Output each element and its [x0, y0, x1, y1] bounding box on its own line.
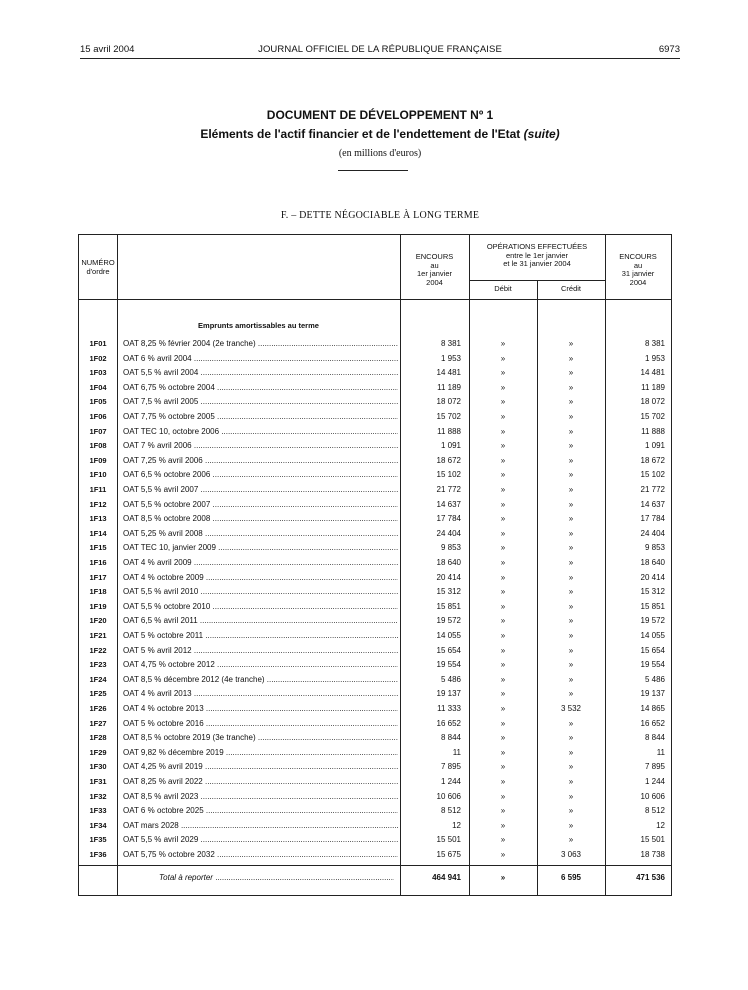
row-credit: » [568, 528, 574, 538]
row-encours-debut: 19 554 [436, 660, 461, 670]
subtitle-text: Eléments de l'actif financier et de l'endettement de l'Etat [200, 127, 521, 141]
row-number: 1F12 [89, 499, 107, 509]
table-row [79, 629, 671, 643]
total-debit: » [500, 873, 506, 882]
row-encours-debut: 15 312 [436, 587, 461, 597]
col-header-numero: NUMÉRO d'ordre [81, 258, 115, 276]
row-encours-debut: 18 072 [436, 397, 461, 407]
row-encours-debut: 10 606 [436, 791, 461, 801]
row-encours-fin: 19 572 [640, 616, 665, 626]
row-encours-debut: 1 091 [440, 441, 461, 451]
encours-debut-l4: 2004 [426, 277, 443, 287]
table-row [79, 600, 671, 614]
operations-l2: entre le 1er janvier [505, 250, 569, 260]
row-number: 1F30 [89, 762, 107, 772]
row-debit: » [500, 455, 506, 465]
row-encours-fin: 17 784 [640, 514, 665, 524]
row-credit: » [568, 339, 574, 348]
row-label: OAT 8,25 % février 2004 (2e tranche) ..... [123, 337, 398, 351]
table-row [79, 819, 671, 833]
row-label: OAT 6 % octobre 2025 ..... [123, 804, 398, 818]
row-label: OAT 5,75 % octobre 2032 ..... [123, 848, 398, 862]
row-number: 1F22 [89, 645, 107, 655]
row-debit: » [500, 528, 506, 538]
row-debit: » [500, 382, 506, 392]
row-encours-debut: 20 414 [436, 572, 461, 582]
document-title: DOCUMENT DE DÉVELOPPEMENT Nº 1 [266, 108, 494, 122]
row-debit: » [500, 718, 506, 728]
row-credit: » [568, 368, 574, 378]
row-debit: » [500, 777, 506, 786]
row-credit: » [568, 820, 574, 830]
row-encours-fin: 15 851 [640, 601, 665, 611]
journal-title: JOURNAL OFFICIEL DE LA RÉPUBLIQUE FRANÇAISE [258, 44, 502, 55]
row-number: 1F21 [89, 631, 107, 640]
row-number: 1F23 [89, 660, 107, 670]
row-encours-fin: 15 654 [640, 645, 665, 655]
table-row [79, 804, 671, 818]
row-encours-debut: 7 895 [440, 762, 461, 772]
row-number: 1F16 [89, 558, 107, 567]
row-credit: » [568, 441, 574, 451]
row-encours-debut: 1 244 [440, 777, 461, 786]
row-debit: » [500, 587, 506, 597]
row-encours-debut: 11 333 [437, 704, 461, 713]
row-encours-debut: 8 381 [440, 339, 461, 348]
row-encours-fin: 14 865 [640, 704, 665, 713]
encours-fin-l2: au [633, 260, 643, 270]
col-header-encours-debut [400, 253, 469, 287]
row-credit: 3 532 [560, 704, 582, 713]
encours-fin-l1: ENCOURS [619, 252, 657, 261]
table-row [79, 541, 671, 555]
row-number: 1F05 [89, 397, 107, 407]
row-encours-debut: 24 404 [436, 528, 461, 538]
table-row [79, 833, 671, 847]
col-header-debit: Débit [494, 284, 512, 293]
row-credit: » [568, 514, 574, 524]
table-row [79, 498, 671, 512]
row-number: 1F29 [89, 747, 107, 757]
row-encours-fin: 15 312 [640, 587, 665, 597]
row-encours-debut: 18 640 [436, 558, 461, 567]
row-debit: » [500, 733, 506, 743]
row-encours-fin: 8 512 [644, 806, 665, 816]
row-number: 1F09 [89, 455, 107, 465]
row-credit: » [568, 470, 574, 480]
row-encours-debut: 11 189 [437, 382, 461, 392]
row-label: OAT 5,25 % avril 2008 ..... [123, 527, 398, 541]
row-debit: » [500, 558, 506, 567]
row-label: OAT 5,5 % avril 2007 ..... [123, 483, 398, 497]
table-row [79, 439, 671, 453]
row-credit: » [568, 835, 574, 845]
row-label: OAT 9,82 % décembre 2019 ..... [123, 746, 398, 760]
row-credit: » [568, 499, 574, 509]
row-encours-fin: 14 481 [640, 368, 665, 378]
operations-l3: et le 31 janvier 2004 [503, 259, 571, 268]
row-debit: » [500, 412, 506, 421]
row-debit: » [500, 660, 506, 670]
row-number: 1F15 [89, 543, 107, 553]
table-row [79, 337, 671, 351]
row-label: OAT mars 2028 ..... [123, 819, 398, 833]
col-header-encours-fin [605, 253, 671, 287]
row-credit: » [568, 733, 574, 743]
table-row [79, 454, 671, 468]
row-label: OAT 5 % octobre 2011 ..... [123, 629, 398, 643]
row-credit: » [568, 762, 574, 772]
header-bottom-rule [79, 299, 671, 300]
row-label: OAT 7,5 % avril 2005 ..... [123, 395, 398, 409]
row-number: 1F33 [89, 806, 107, 816]
table-row [79, 381, 671, 395]
table-row [79, 352, 671, 366]
row-encours-debut: 14 055 [436, 631, 461, 640]
row-encours-fin: 11 888 [641, 426, 665, 436]
row-number: 1F28 [89, 733, 107, 743]
row-encours-debut: 19 137 [436, 689, 461, 699]
row-encours-debut: 14 637 [436, 499, 461, 509]
row-credit: » [568, 382, 574, 392]
row-credit: » [568, 631, 574, 640]
row-encours-fin: 5 486 [644, 674, 665, 684]
row-debit: » [500, 704, 506, 713]
row-encours-fin: 11 189 [641, 382, 665, 392]
row-encours-fin: 20 414 [640, 572, 665, 582]
row-encours-fin: 1 953 [644, 353, 665, 363]
table-row [79, 644, 671, 658]
row-label: OAT 5,5 % avril 2010 ..... [123, 585, 398, 599]
row-label: OAT TEC 10, octobre 2006 ..... [123, 425, 398, 439]
row-debit: » [500, 616, 506, 626]
row-debit: » [500, 791, 506, 801]
row-encours-fin: 24 404 [640, 528, 665, 538]
row-debit: » [500, 601, 506, 611]
encours-fin-l4: 2004 [629, 277, 647, 287]
row-number: 1F06 [89, 412, 107, 421]
row-credit: » [568, 572, 574, 582]
row-label: OAT 5 % octobre 2016 ..... [123, 717, 398, 731]
subtitle-suffix: (suite) [523, 127, 560, 141]
row-encours-debut: 18 672 [436, 455, 461, 465]
row-encours-fin: 15 501 [640, 835, 665, 845]
row-encours-debut: 9 853 [440, 543, 461, 553]
row-encours-fin: 14 055 [640, 631, 665, 640]
row-debit: » [500, 426, 506, 436]
row-encours-debut: 15 102 [436, 470, 461, 480]
table-row [79, 571, 671, 585]
table-row [79, 410, 671, 424]
header-date: 15 avril 2004 [80, 44, 135, 55]
table-row [79, 468, 671, 482]
row-number: 1F03 [89, 368, 107, 378]
row-number: 1F02 [89, 353, 107, 363]
row-label: OAT 7,25 % avril 2006 ..... [123, 454, 398, 468]
table-row [79, 512, 671, 526]
row-label: OAT 5,5 % avril 2029 ..... [123, 833, 398, 847]
row-credit: » [568, 558, 574, 567]
row-debit: » [500, 631, 506, 640]
row-debit: » [500, 543, 506, 553]
table-row [79, 585, 671, 599]
table-row [79, 717, 671, 731]
row-encours-debut: 8 844 [440, 733, 461, 743]
row-encours-fin: 9 853 [644, 543, 665, 553]
table-row [79, 395, 671, 409]
row-label: OAT 8,5 % décembre 2012 (4e tranche) ..... [123, 673, 398, 687]
row-encours-debut: 12 [452, 820, 461, 830]
row-label: OAT 4 % avril 2009 ..... [123, 556, 398, 570]
row-number: 1F13 [89, 514, 107, 524]
table-subheading: Emprunts amortissables au terme [198, 321, 319, 330]
row-label: OAT 8,5 % octobre 2019 (3e tranche) ..... [123, 731, 398, 745]
row-credit: » [568, 353, 574, 363]
row-encours-debut: 17 784 [436, 514, 461, 524]
debt-table [78, 234, 672, 896]
table-row [79, 848, 671, 862]
row-number: 1F10 [89, 470, 107, 480]
row-encours-debut: 11 [452, 747, 461, 757]
row-label: OAT 5,5 % octobre 2007 ..... [123, 498, 398, 512]
row-encours-debut: 5 486 [440, 674, 461, 684]
table-row [79, 731, 671, 745]
row-number: 1F14 [89, 528, 107, 538]
table-row [79, 673, 671, 687]
row-number: 1F20 [89, 616, 107, 626]
row-credit: » [568, 718, 574, 728]
row-number: 1F18 [89, 587, 107, 597]
row-encours-debut: 15 675 [436, 850, 461, 859]
row-credit: » [568, 485, 574, 494]
row-encours-debut: 1 953 [440, 353, 461, 363]
row-number: 1F01 [89, 339, 107, 348]
row-credit: » [568, 674, 574, 684]
row-label: OAT 6,75 % octobre 2004 ..... [123, 381, 398, 395]
row-debit: » [500, 353, 506, 363]
encours-debut-l3: 1er janvier [416, 269, 453, 278]
table-row [79, 527, 671, 541]
row-label: OAT 7,75 % octobre 2005 ..... [123, 410, 398, 424]
table-row [79, 760, 671, 774]
row-number: 1F25 [89, 689, 107, 699]
row-number: 1F11 [89, 485, 107, 494]
row-encours-debut: 15 501 [436, 835, 461, 845]
row-credit: » [568, 689, 574, 699]
header-inner-rule [469, 280, 605, 281]
row-encours-fin: 18 072 [640, 397, 665, 407]
row-credit: » [568, 777, 574, 786]
row-number: 1F08 [89, 441, 107, 451]
row-debit: » [500, 368, 506, 378]
title-rule [338, 170, 408, 171]
encours-fin-l3: 31 janvier [621, 269, 655, 278]
encours-debut-l1: ENCOURS [415, 252, 454, 261]
row-label: OAT 4,75 % octobre 2012 ..... [123, 658, 398, 672]
row-encours-fin: 19 137 [640, 689, 665, 699]
row-encours-fin: 7 895 [644, 762, 665, 772]
operations-l1: OPÉRATIONS EFFECTUÉES [486, 242, 588, 251]
row-debit: » [500, 441, 506, 451]
row-encours-fin: 18 672 [640, 455, 665, 465]
table-row [79, 790, 671, 804]
header-rule [80, 58, 680, 59]
row-label: OAT 4 % avril 2013 ..... [123, 687, 398, 701]
row-encours-fin: 10 606 [640, 791, 665, 801]
row-encours-debut: 15 654 [436, 645, 461, 655]
row-debit: » [500, 645, 506, 655]
row-number: 1F04 [89, 382, 107, 392]
row-encours-fin: 18 640 [640, 558, 665, 567]
total-credit: 6 595 [560, 873, 582, 882]
table-row [79, 483, 671, 497]
row-label: OAT 5,5 % octobre 2010 ..... [123, 600, 398, 614]
row-credit: » [568, 645, 574, 655]
row-encours-debut: 15 851 [436, 601, 461, 611]
page-header [80, 44, 680, 58]
row-credit: » [568, 426, 574, 436]
row-encours-fin: 8 844 [644, 733, 665, 743]
row-debit: » [500, 499, 506, 509]
row-credit: » [568, 587, 574, 597]
document-subtitle [80, 127, 680, 141]
row-encours-fin: 15 102 [640, 470, 665, 480]
total-encours-debut: 464 941 [432, 873, 461, 882]
row-label: OAT 4 % octobre 2009 ..... [123, 571, 398, 585]
row-encours-debut: 15 702 [436, 412, 461, 421]
row-credit: » [568, 412, 574, 421]
row-credit: » [568, 806, 574, 816]
row-encours-fin: 15 702 [640, 412, 665, 421]
table-row [79, 425, 671, 439]
row-encours-fin: 11 [656, 747, 665, 757]
row-label: OAT 4,25 % avril 2019 ..... [123, 760, 398, 774]
row-debit: » [500, 397, 506, 407]
row-debit: » [500, 806, 506, 816]
page-number: 6973 [658, 44, 680, 55]
row-debit: » [500, 514, 506, 524]
table-row [79, 658, 671, 672]
row-encours-fin: 18 738 [640, 850, 665, 859]
row-label: OAT TEC 10, janvier 2009 ..... [123, 541, 398, 555]
row-debit: » [500, 674, 506, 684]
row-encours-fin: 21 772 [640, 485, 665, 494]
row-label: OAT 6,5 % octobre 2006 ..... [123, 468, 398, 482]
row-encours-fin: 14 637 [640, 499, 665, 509]
row-encours-debut: 14 481 [436, 368, 461, 378]
row-credit: » [568, 616, 574, 626]
row-credit: 3 063 [560, 850, 582, 859]
row-label: OAT 7 % avril 2006 ..... [123, 439, 398, 453]
row-encours-fin: 1 244 [644, 777, 665, 786]
row-label: OAT 8,25 % avril 2022 ..... [123, 775, 398, 789]
row-debit: » [500, 485, 506, 494]
row-label: OAT 5,5 % avril 2004 ..... [123, 366, 398, 380]
row-encours-debut: 16 652 [436, 718, 461, 728]
table-row [79, 702, 671, 716]
row-encours-fin: 1 091 [644, 441, 665, 451]
row-encours-debut: 19 572 [436, 616, 461, 626]
row-credit: » [568, 747, 574, 757]
row-credit: » [568, 543, 574, 553]
col-header-credit: Crédit [560, 284, 581, 293]
col-header-operations [469, 243, 605, 269]
units-note: (en millions d'euros) [338, 148, 422, 159]
row-label: OAT 6 % avril 2004 ..... [123, 352, 398, 366]
row-credit: » [568, 601, 574, 611]
encours-debut-l2: au [430, 260, 439, 270]
row-number: 1F34 [89, 820, 107, 830]
row-debit: » [500, 850, 506, 859]
row-debit: » [500, 762, 506, 772]
row-number: 1F31 [89, 777, 107, 786]
table-row [79, 614, 671, 628]
row-debit: » [500, 339, 506, 348]
row-label: OAT 6,5 % avril 2011 ..... [123, 614, 398, 628]
row-number: 1F35 [89, 835, 107, 845]
total-label: Total à reporter ..... [159, 871, 394, 885]
row-debit: » [500, 572, 506, 582]
row-credit: » [568, 455, 574, 465]
row-label: OAT 5 % avril 2012 ..... [123, 644, 398, 658]
total-encours-fin: 471 536 [636, 873, 665, 882]
row-encours-fin: 19 554 [640, 660, 665, 670]
row-debit: » [500, 470, 506, 480]
row-debit: » [500, 747, 506, 757]
row-credit: » [568, 397, 574, 407]
row-encours-debut: 11 888 [437, 426, 461, 436]
total-rule [79, 865, 671, 866]
row-number: 1F26 [89, 704, 107, 713]
row-number: 1F17 [89, 572, 107, 582]
row-encours-debut: 8 512 [440, 806, 461, 816]
row-debit: » [500, 689, 506, 699]
row-label: OAT 8,5 % avril 2023 ..... [123, 790, 398, 804]
row-encours-fin: 12 [656, 820, 665, 830]
section-title: F. – DETTE NÉGOCIABLE À LONG TERME [280, 210, 480, 221]
table-row [79, 746, 671, 760]
row-encours-fin: 16 652 [640, 718, 665, 728]
row-credit: » [568, 791, 574, 801]
row-number: 1F07 [89, 426, 107, 436]
table-row [79, 775, 671, 789]
total-row [79, 871, 671, 885]
table-row [79, 687, 671, 701]
row-credit: » [568, 660, 574, 670]
row-label: OAT 8,5 % octobre 2008 ..... [123, 512, 398, 526]
table-row [79, 556, 671, 570]
row-number: 1F24 [89, 674, 107, 684]
table-row [79, 366, 671, 380]
row-number: 1F36 [89, 850, 107, 859]
row-encours-debut: 21 772 [436, 485, 461, 494]
row-number: 1F27 [89, 718, 107, 728]
row-encours-fin: 8 381 [644, 339, 665, 348]
row-number: 1F32 [89, 791, 107, 801]
row-number: 1F19 [89, 601, 107, 611]
row-label: OAT 4 % octobre 2013 ..... [123, 702, 398, 716]
row-debit: » [500, 820, 506, 830]
row-debit: » [500, 835, 506, 845]
